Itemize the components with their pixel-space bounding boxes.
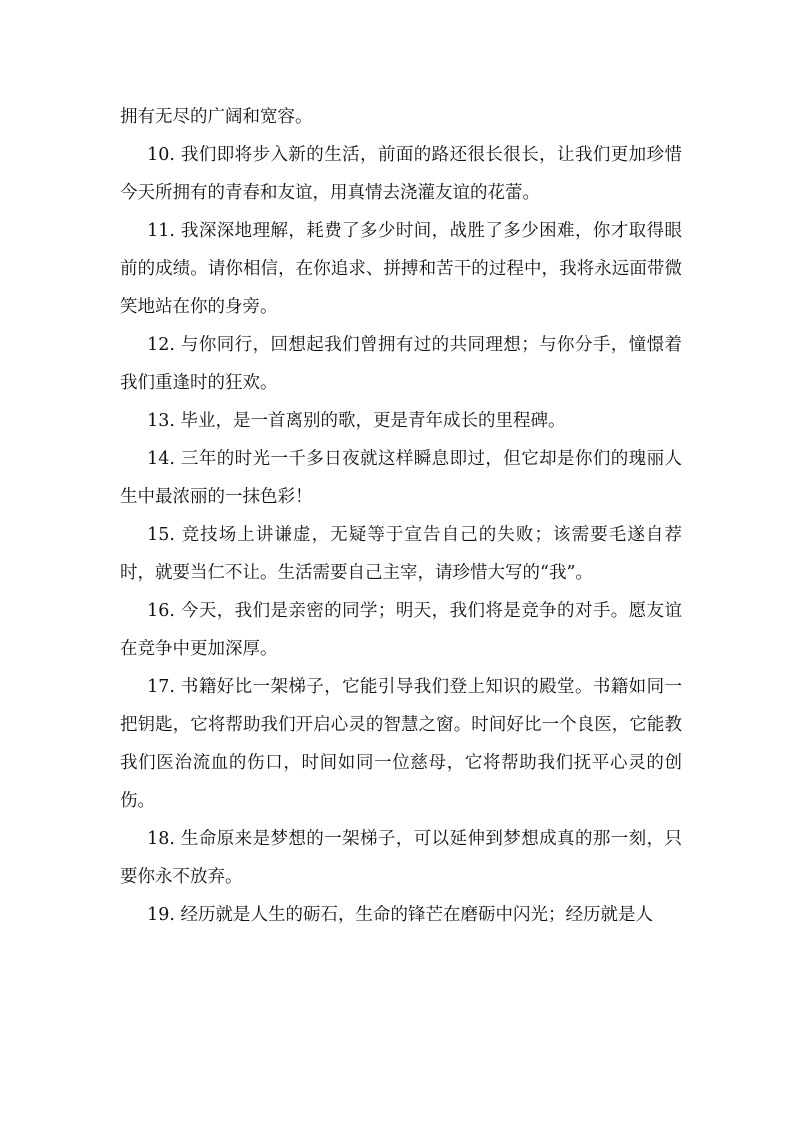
paragraph-item-15: 15. 竞技场上讲谦虚，无疑等于宣告自己的失败；该需要毛遂自荐时，就要当仁不让。生活需要自己主宰，请珍惜大写的“我”。 [120,525,682,583]
paragraph-item-14: 14. 三年的时光一千多日夜就这样瞬息即过，但它却是你们的瑰丽人生中最浓丽的一抹色彩！ [120,449,682,507]
paragraph-item-10: 10. 我们即将步入新的生活，前面的路还很长很长，让我们更加珍惜今天所拥有的青春和友谊，用真情去浇灌友谊的花蕾。 [120,145,682,203]
paragraph-item-13: 13. 毕业，是一首离别的歌，更是青年成长的里程碑。 [147,411,566,431]
paragraph-continuation: 拥有无尽的广阔和宽容。 [120,107,313,127]
document-body [120,98,682,934]
paragraph-item-12: 12. 与你同行，回想起我们曾拥有过的共同理想；与你分手，憧憬着我们重逢时的狂欢。 [120,335,682,393]
paragraph-item-17: 17. 书籍好比一架梯子，它能引导我们登上知识的殿堂。书籍如同一把钥匙，它将帮助我们开启心灵的智慧之窗。时间好比一个良医，它能教我们医治流血的伤口，时间如同一位慈母，它将帮助我们抚平心灵的创伤。 [120,677,682,811]
paragraph-item-16: 16. 今天，我们是亲密的同学；明天，我们将是竞争的对手。愿友谊在竞争中更加深厚。 [120,601,682,659]
paragraph-item-18: 18. 生命原来是梦想的一架梯子，可以延伸到梦想成真的那一刻，只要你永不放弃。 [120,829,682,887]
paragraph-item-11: 11. 我深深地理解，耗费了多少时间，战胜了多少困难，你才取得眼前的成绩。请你相信，在你追求、拼搏和苦干的过程中，我将永远面带微笑地站在你的身旁。 [120,221,682,317]
paragraph-item-19: 19. 经历就是人生的砺石，生命的锋芒在磨砺中闪光；经历就是人 [147,905,654,925]
